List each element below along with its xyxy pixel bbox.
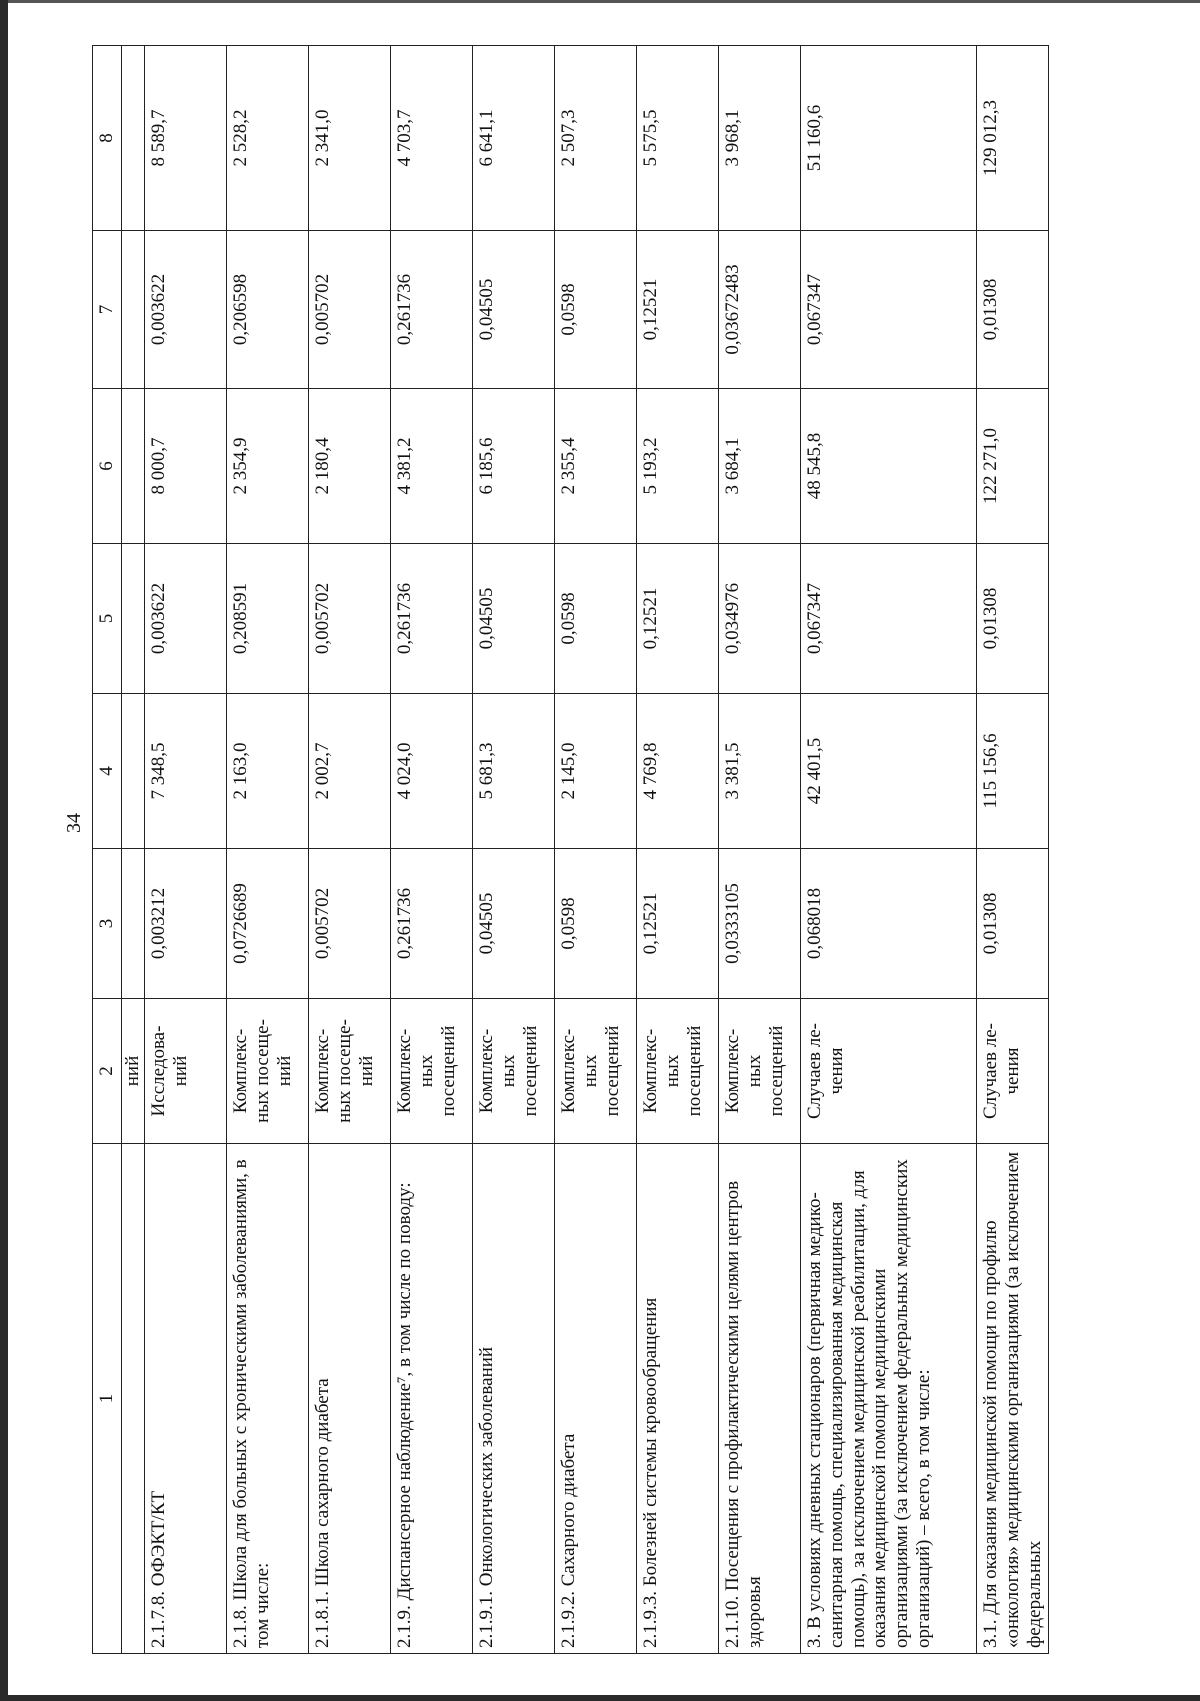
header-col-5: 5 xyxy=(93,544,122,694)
header-col-8: 8 xyxy=(93,46,122,231)
cell-col-7: 0,04505 xyxy=(472,231,554,389)
cell-col-4: 42 401,5 xyxy=(800,694,976,849)
cell-col-4: 2 163,0 xyxy=(226,694,308,849)
cell-col-4: 2 145,0 xyxy=(554,694,636,849)
cell-col-3: 0,003212 xyxy=(144,849,226,999)
cell-col-8: 2 528,2 xyxy=(226,46,308,231)
cell-col-2: Случаев ле- чения xyxy=(800,999,976,1144)
cell-col-7: 0,003622 xyxy=(144,231,226,389)
table-row xyxy=(144,46,226,1654)
cell-col-3: 0,0598 xyxy=(554,849,636,999)
cell-col-1: 2.1.10. Посещения с профилактическими целями центров здоровья xyxy=(718,1144,800,1654)
carry-over-unit: ний xyxy=(122,999,145,1144)
cell-col-4: 2 002,7 xyxy=(308,694,390,849)
cell-col-1: 2.1.9.2. Сахарного диабета xyxy=(554,1144,636,1654)
carry-over-cell xyxy=(122,694,145,849)
cell-col-2: Исследова- ний xyxy=(144,999,226,1144)
cell-col-3: 0,12521 xyxy=(636,849,718,999)
cell-col-1: 2.1.8. Школа для больных с хроническими заболеваниями, в том числе: xyxy=(226,1144,308,1654)
cell-col-6: 6 185,6 xyxy=(472,389,554,544)
header-col-7: 7 xyxy=(93,231,122,389)
table-row xyxy=(976,46,1049,1654)
cell-col-2: Случаев ле- чения xyxy=(976,999,1049,1144)
carry-over-cell xyxy=(122,1144,145,1654)
cell-col-5: 0,208591 xyxy=(226,544,308,694)
cell-col-7: 0,005702 xyxy=(308,231,390,389)
carry-over-cell xyxy=(122,544,145,694)
cell-col-4: 4 769,8 xyxy=(636,694,718,849)
cell-col-8: 6 641,1 xyxy=(472,46,554,231)
cell-col-1: 3.1. Для оказания медицинской помощи по профилю «онкология» медицинскими организациями (за исключением федеральных xyxy=(976,1144,1049,1654)
cell-col-3: 0,01308 xyxy=(976,849,1049,999)
cell-col-4: 5 681,3 xyxy=(472,694,554,849)
cell-col-5: 0,261736 xyxy=(390,544,472,694)
cell-col-6: 4 381,2 xyxy=(390,389,472,544)
cell-col-8: 5 575,5 xyxy=(636,46,718,231)
cell-col-7: 0,067347 xyxy=(800,231,976,389)
table-row xyxy=(390,46,472,1654)
scan-edge-top xyxy=(0,0,1200,3)
cell-col-4: 7 348,5 xyxy=(144,694,226,849)
header-col-6: 6 xyxy=(93,389,122,544)
cell-col-5: 0,0598 xyxy=(554,544,636,694)
table-row xyxy=(472,46,554,1654)
carry-over-cell xyxy=(122,231,145,389)
cell-col-5: 0,005702 xyxy=(308,544,390,694)
header-col-4: 4 xyxy=(93,694,122,849)
cell-col-3: 0,068018 xyxy=(800,849,976,999)
cell-col-3: 0,261736 xyxy=(390,849,472,999)
table-row xyxy=(308,46,390,1654)
cell-col-1: 3. В условиях дневных стационаров (первичная медико-санитарная помощь, специализированная медицинская помощь), за исключением медицинской реабилитации, для оказания медицинской помощи медицинскими организациями (за исключением федеральных медицинских организаций) – всего, в том числе: xyxy=(800,1144,976,1654)
scan-edge-bottom xyxy=(0,1695,1200,1701)
cell-col-7: 0,03672483 xyxy=(718,231,800,389)
header-row xyxy=(93,46,122,1654)
cell-col-5: 0,034976 xyxy=(718,544,800,694)
cell-col-2: Комплекс- ных посещений xyxy=(390,999,472,1144)
header-col-2: 2 xyxy=(93,999,122,1144)
carry-over-row xyxy=(122,46,145,1654)
cell-col-2: Комплекс- ных посеще- ний xyxy=(308,999,390,1144)
cell-col-7: 0,206598 xyxy=(226,231,308,389)
cell-col-3: 0,04505 xyxy=(472,849,554,999)
rotated-table-container xyxy=(92,46,1045,1654)
cell-col-7: 0,0598 xyxy=(554,231,636,389)
cell-col-2: Комплекс- ных посещений xyxy=(554,999,636,1144)
cell-col-4: 115 156,6 xyxy=(976,694,1049,849)
cell-col-3: 0,0726689 xyxy=(226,849,308,999)
cell-col-8: 4 703,7 xyxy=(390,46,472,231)
cell-col-1: 2.1.9.3. Болезней системы кровообращения xyxy=(636,1144,718,1654)
cell-col-6: 2 354,9 xyxy=(226,389,308,544)
page-number: 34 xyxy=(63,813,85,833)
header-col-3: 3 xyxy=(93,849,122,999)
cell-col-2: Комплекс- ных посещений xyxy=(718,999,800,1144)
cell-col-5: 0,003622 xyxy=(144,544,226,694)
financing-norms-table xyxy=(92,45,1049,1654)
cell-col-3: 0,0333105 xyxy=(718,849,800,999)
carry-over-cell xyxy=(122,389,145,544)
cell-col-5: 0,067347 xyxy=(800,544,976,694)
cell-col-8: 51 160,6 xyxy=(800,46,976,231)
cell-col-1: 2.1.9. Диспансерное наблюдение⁷, в том числе по поводу: xyxy=(390,1144,472,1654)
scan-edge-left xyxy=(0,0,8,1701)
table-row xyxy=(226,46,308,1654)
cell-col-8: 8 589,7 xyxy=(144,46,226,231)
cell-col-6: 48 545,8 xyxy=(800,389,976,544)
cell-col-8: 3 968,1 xyxy=(718,46,800,231)
cell-col-7: 0,01308 xyxy=(976,231,1049,389)
cell-col-7: 0,12521 xyxy=(636,231,718,389)
table-row xyxy=(554,46,636,1654)
table-row xyxy=(718,46,800,1654)
cell-col-2: Комплекс- ных посещений xyxy=(472,999,554,1144)
cell-col-8: 129 012,3 xyxy=(976,46,1049,231)
cell-col-7: 0,261736 xyxy=(390,231,472,389)
cell-col-5: 0,12521 xyxy=(636,544,718,694)
cell-col-5: 0,04505 xyxy=(472,544,554,694)
cell-col-3: 0,005702 xyxy=(308,849,390,999)
cell-col-1: 2.1.7.8. ОФЭКТ/КТ xyxy=(144,1144,226,1654)
cell-col-6: 3 684,1 xyxy=(718,389,800,544)
cell-col-2: Комплекс- ных посеще- ний xyxy=(226,999,308,1144)
cell-col-2: Комплекс- ных посещений xyxy=(636,999,718,1144)
cell-col-5: 0,01308 xyxy=(976,544,1049,694)
table-row xyxy=(800,46,976,1654)
cell-col-6: 5 193,2 xyxy=(636,389,718,544)
cell-col-8: 2 341,0 xyxy=(308,46,390,231)
table-row xyxy=(636,46,718,1654)
cell-col-6: 122 271,0 xyxy=(976,389,1049,544)
cell-col-4: 4 024,0 xyxy=(390,694,472,849)
cell-col-1: 2.1.9.1. Онкологических заболеваний xyxy=(472,1144,554,1654)
cell-col-4: 3 381,5 xyxy=(718,694,800,849)
cell-col-1: 2.1.8.1. Школа сахарного диабета xyxy=(308,1144,390,1654)
cell-col-6: 2 355,4 xyxy=(554,389,636,544)
cell-col-8: 2 507,3 xyxy=(554,46,636,231)
carry-over-cell xyxy=(122,46,145,231)
header-col-1: 1 xyxy=(93,1144,122,1654)
cell-col-6: 8 000,7 xyxy=(144,389,226,544)
cell-col-6: 2 180,4 xyxy=(308,389,390,544)
carry-over-cell xyxy=(122,849,145,999)
